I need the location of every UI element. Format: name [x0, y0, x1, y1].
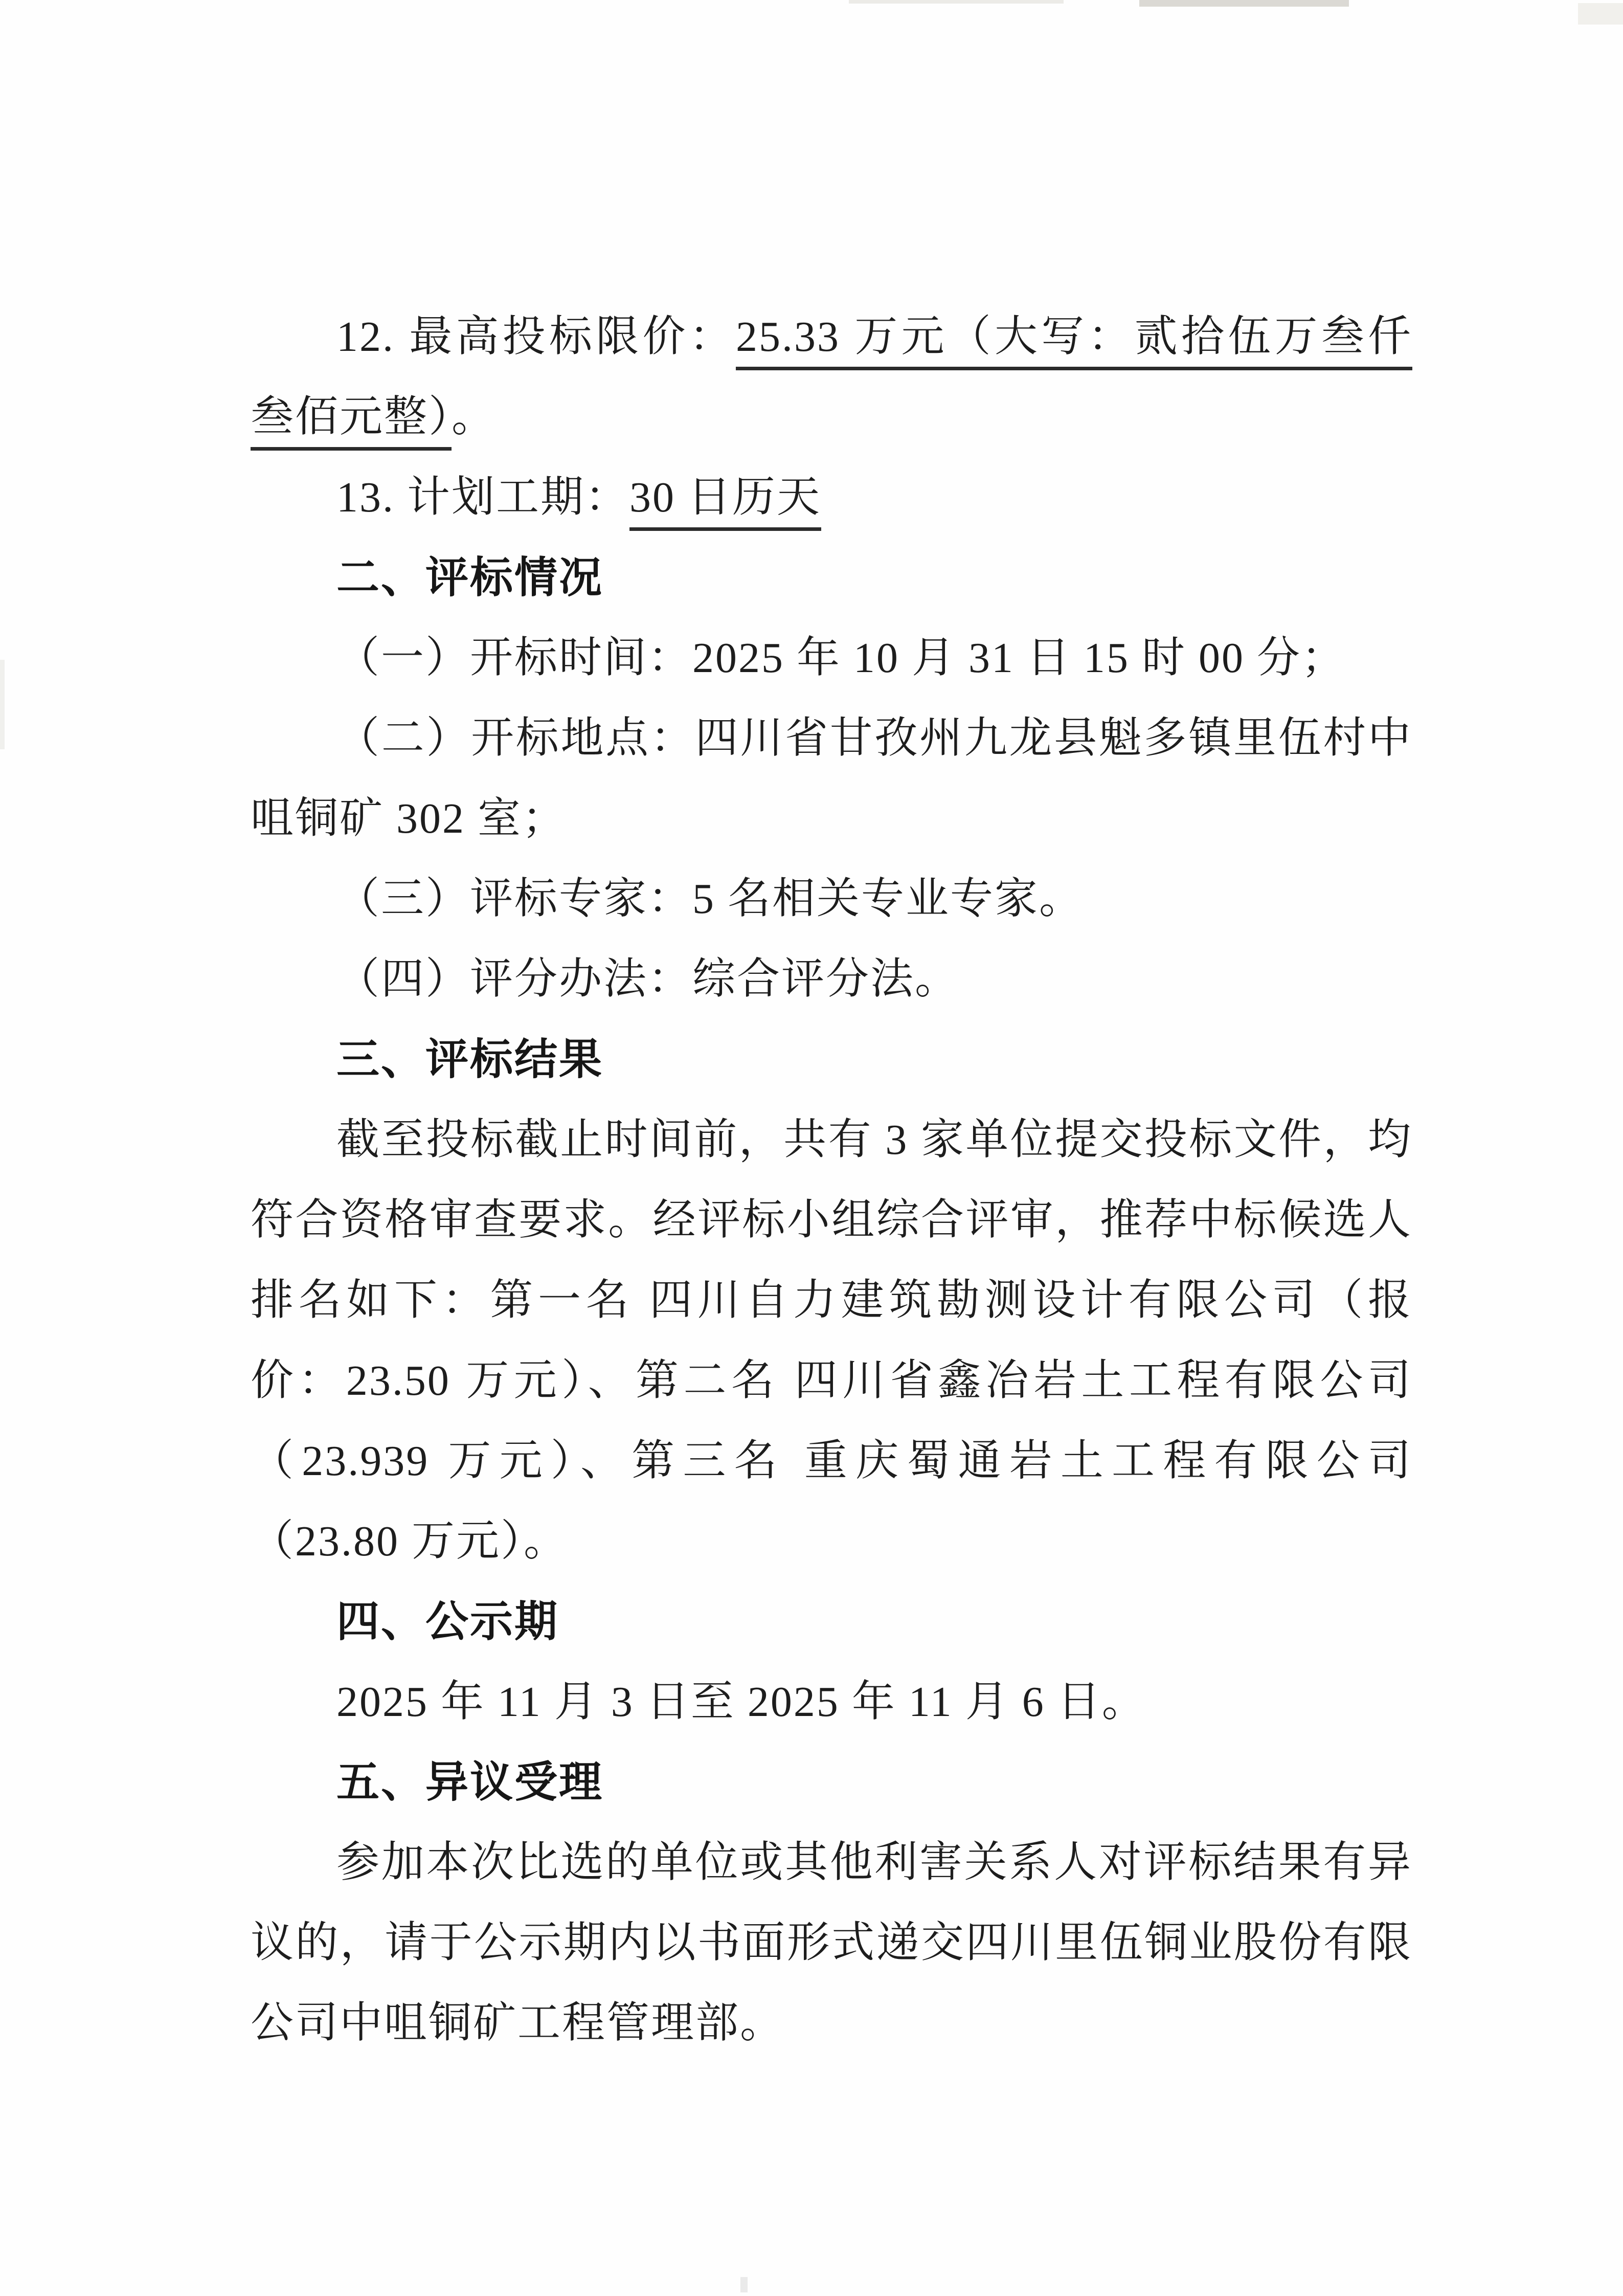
section-4-heading: 四、公示期 [336, 1597, 559, 1645]
document-body [251, 297, 1412, 2063]
clause-12-max-bid-price [251, 297, 1412, 457]
section-5-objection-handling: 参加本次比选的单位或其他利害关系人对评标结果有异议的，请于公示期内以书面形式递交四川里伍铜业股份有限公司中咀铜矿工程管理部。 [251, 1839, 1412, 2047]
scan-smudge-top-left [849, 0, 1064, 4]
scan-smudge-bottom-edge [740, 2277, 748, 2292]
section-5-heading: 五、异议受理 [336, 1758, 604, 1806]
scan-smudge-left-edge [0, 660, 5, 749]
clause-13-duration-underlined: 30 日历天 [629, 474, 821, 531]
section-3-heading: 三、评标结果 [336, 1035, 604, 1083]
clause-13-planned-duration [251, 457, 1412, 538]
section-2-item-scoring-method: （四）评分办法：综合评分法。 [336, 955, 960, 1003]
section-2-item-opening-time: （一）开标时间：2025 年 10 月 31 日 15 时 00 分； [336, 634, 1346, 682]
section-3-evaluation-result: 截至投标截止时间前，共有 3 家单位提交投标文件，均符合资格审查要求。经评标小组综合评审，推荐中标候选人排名如下：第一名 四川自力建筑勘测设计有限公司（报价：23.50 万元）、第二名 四川省鑫冶岩土工程有限公司（23.939 万元）、第三名 重庆蜀通岩土工程有限公司（23.80 万元）。 [251, 1116, 1412, 1565]
clause-12-price-underlined: 25.33 万元（大写：贰拾伍万叁仟叁佰元整） [251, 313, 1412, 451]
section-2-heading: 二、评标情况 [336, 553, 604, 601]
section-2-item-opening-place: （二）开标地点：四川省甘孜州九龙县魁多镇里伍村中咀铜矿 302 室； [251, 715, 1412, 842]
scan-smudge-top-center [1139, 0, 1349, 7]
section-4-publicity-period: 2025 年 11 月 3 日至 2025 年 11 月 6 日。 [336, 1678, 1146, 1726]
clause-12-period: 。 [452, 393, 497, 441]
clause-12-label: 12. 最高投标限价： [336, 313, 736, 361]
scan-smudge-top-right [1578, 3, 1623, 25]
section-2-item-experts: （三）评标专家：5 名相关专业专家。 [336, 875, 1084, 923]
clause-13-label: 13. 计划工期： [336, 474, 630, 521]
